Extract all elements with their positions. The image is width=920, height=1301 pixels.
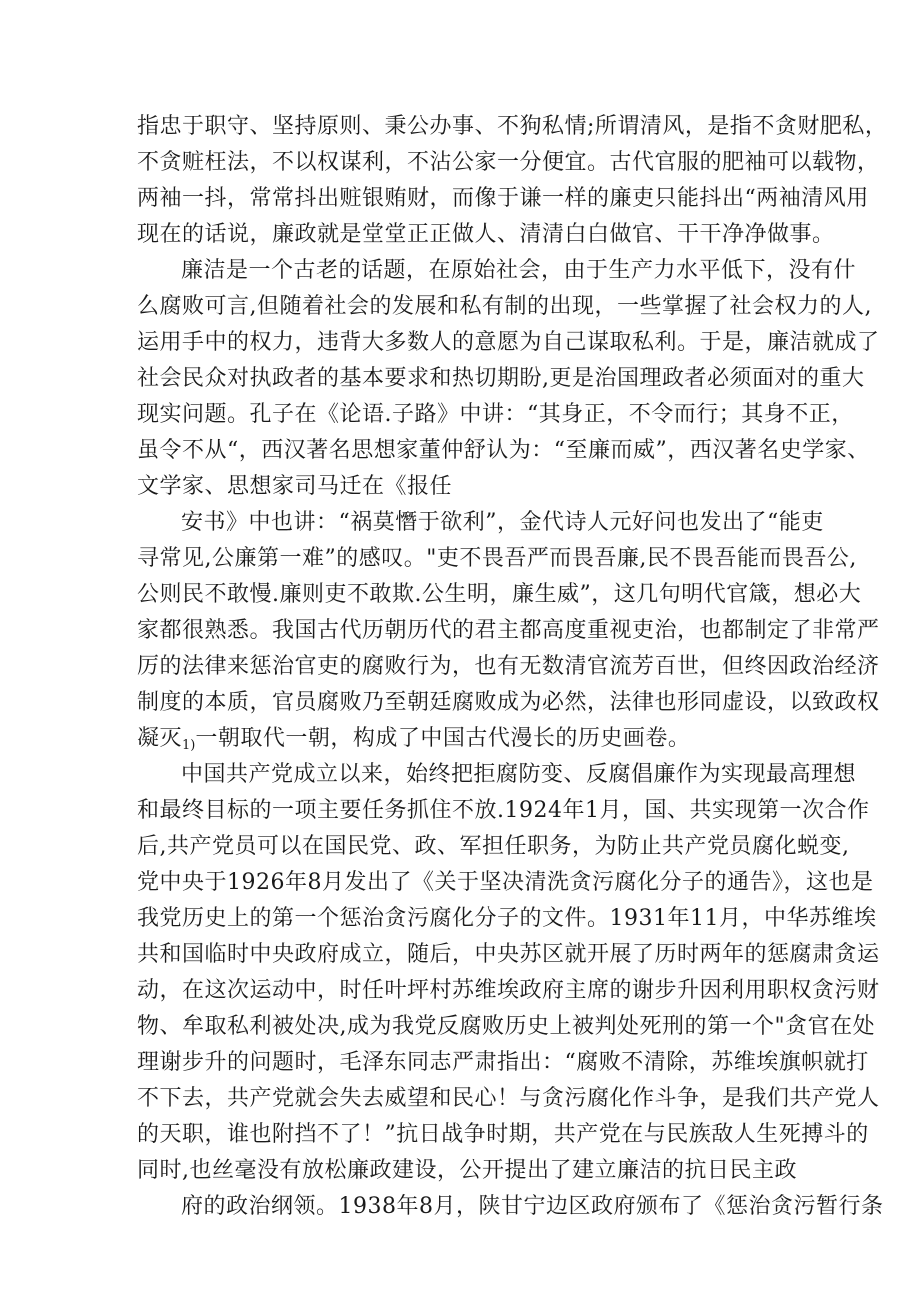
- text-line: 府的政治纲领。1938年8月，陕甘宁边区政府颁布了《惩治贪污暂行条: [181, 1194, 884, 1219]
- text-line: 我党历史上的第一个惩治贪污腐化分子的文件。1931年11月，中华苏维埃: [137, 906, 877, 931]
- text-line: 中国共产党成立以来，始终把拒腐防变、反腐倡廉作为实现最高理想: [181, 762, 857, 787]
- text-line: 和最终目标的一项主要任务抓住不放.1924年1月，国、共实现第一次合作: [137, 798, 870, 823]
- text-line: 动，在这次运动中，时任叶坪村苏维埃政府主席的谢步升因利用职权贪污财: [137, 978, 880, 1003]
- text-line: 文学家、思想家司马迁在《报任: [137, 474, 453, 499]
- text-line: 么腐败可言,但随着社会的发展和私有制的出现，一些掌握了社会权力的人,: [137, 294, 872, 319]
- text-line: 现实问题。孔子在《论语.子路》中讲：“其身正，不令而行；其身不正，: [137, 402, 854, 427]
- text-line: 公则民不敢慢.廉则吏不敢欺.公生明，廉生威”，这几句明代官箴，想必大: [137, 582, 862, 607]
- line-text: 一朝取代一朝，构成了中国古代漫长的历史画卷。: [195, 726, 691, 751]
- text-line: 寻常见,公廉第一难”的感叹。"吏不畏吾严而畏吾廉,民不畏吾能而畏吾公,: [137, 546, 857, 571]
- text-line: 不下去，共产党就会失去威望和民心！与贪污腐化作斗争，是我们共产党人: [137, 1086, 880, 1111]
- text-line: 现在的话说，廉政就是堂堂正正做人、清清白白做官、干干净净做事。: [137, 222, 835, 247]
- text-line: 厉的法律来惩治官吏的腐败行为，也有无数清官流芳百世，但终因政治经济: [137, 654, 880, 679]
- line-prefix: 凝灭: [137, 726, 183, 751]
- text-line: 社会民众对执政者的基本要求和热切期盼,更是治国理政者必须面对的重大: [137, 366, 865, 391]
- text-line-with-footnote: [137, 722, 797, 756]
- text-line: 安书》中也讲：“祸莫憯于欲利”，金代诗人元好问也发出了“能吏: [181, 510, 824, 535]
- text-line: 运用手中的权力，违背大多数人的意愿为自己谋取私利。于是，廉洁就成了: [137, 330, 880, 355]
- text-line: 党中央于1926年8月发出了《关于坚决清洗贪污腐化分子的通告》，这也是: [137, 870, 874, 895]
- text-line: 制度的本质，官员腐败乃至朝廷腐败成为必然，法律也形同虚设，以致政权: [137, 690, 880, 715]
- text-line: 同时,也丝毫没有放松廉政建设，公开提出了建立廉洁的抗日民主政: [137, 1158, 797, 1183]
- text-line: 理谢步升的问题时，毛泽东同志严肃指出：“腐败不清除，苏维埃旗帜就打: [137, 1050, 869, 1075]
- text-line: 虽令不从“，西汉著名思想家董仲舒认为：“至廉而威”，西汉著名史学家、: [137, 438, 870, 463]
- text-line: 后,共产党员可以在国民党、政、军担任职务，为防止共产党员腐化蜕变,: [137, 834, 850, 859]
- text-line: 廉洁是一个古老的话题，在原始社会，由于生产力水平低下，没有什: [181, 258, 857, 283]
- text-line: 物、牟取私利被处决,成为我党反腐败历史上被判处死刑的第一个"贪官在处: [137, 1014, 876, 1039]
- text-line: 的天职，谁也附挡不了！”抗日战争时期，共产党在与民族敌人生死搏斗的: [137, 1122, 869, 1147]
- text-line: 指忠于职守、坚持原则、秉公办事、不狗私情;所谓清风，是指不贪财肥私，: [137, 114, 888, 139]
- text-line: 共和国临时中央政府成立，随后，中央苏区就开展了历时两年的惩腐肃贪运: [137, 942, 880, 967]
- footnote-marker: 1): [182, 738, 196, 753]
- text-line: 家都很熟悉。我国古代历朝历代的君主都高度重视吏治，也都制定了非常严: [137, 618, 880, 643]
- text-line: 两袖一抖，常常抖出赃银贿财，而像于谦一样的廉吏只能抖出“两袖清风用: [137, 186, 869, 211]
- text-line: 不贪赃枉法，不以权谋利，不沾公家一分便宜。古代官服的肥袖可以载物，: [137, 150, 880, 175]
